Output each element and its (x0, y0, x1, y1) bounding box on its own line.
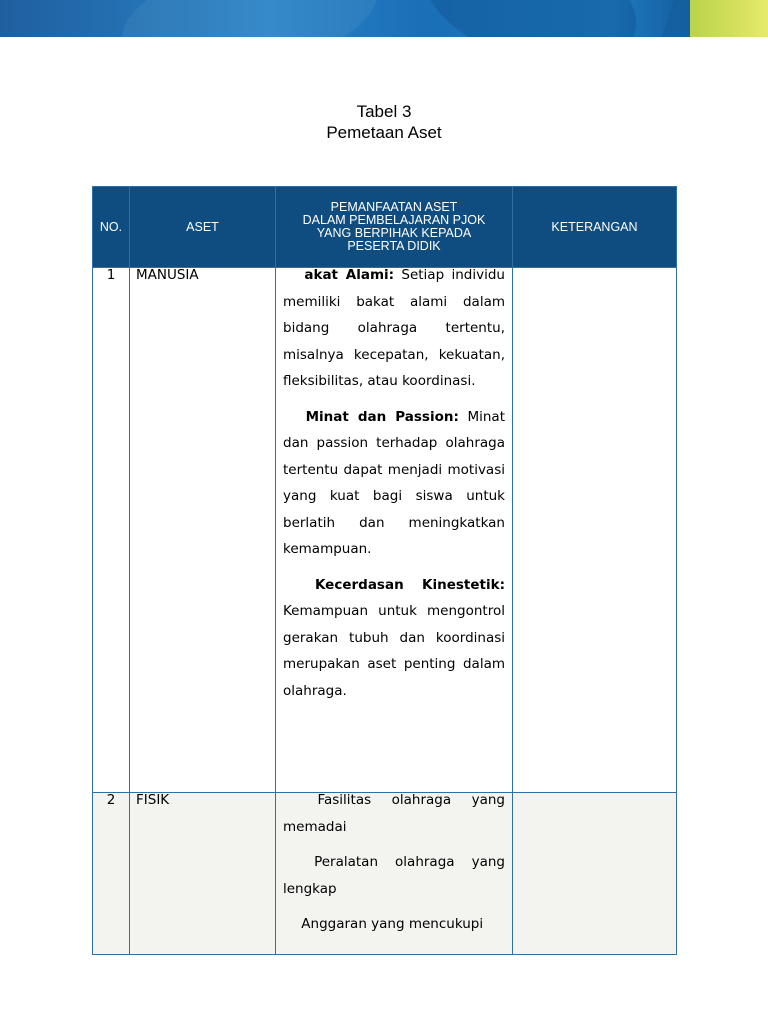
row-utilization (276, 793, 513, 955)
table-row (93, 793, 677, 955)
list-item (283, 911, 505, 938)
row-keterangan (513, 793, 677, 955)
table-caption-title: Pemetaan Aset (326, 123, 442, 142)
table-caption-number: Tabel 3 (356, 102, 412, 121)
banner-decoration (111, 0, 388, 37)
item-text: Kemampuan untuk mengontrol gerakan tubuh dan koordinasi merupakan aset penting dalam olahraga. (283, 603, 505, 699)
list-item (283, 404, 505, 563)
item-heading: akat Alami: (304, 267, 395, 283)
header-pemanfaatan (276, 187, 513, 268)
header-pemanfaatan-line: PESERTA DIDIK (347, 239, 441, 253)
header-banner (0, 0, 768, 37)
header-pemanfaatan-line: YANG BERPIHAK KEPADA (316, 226, 472, 240)
header-pemanfaatan-line: DALAM PEMBELAJARAN PJOK (302, 213, 486, 227)
row-number (93, 268, 130, 793)
item-heading: Kecerdasan Kinestetik: (314, 576, 505, 593)
row-asset-text: FISIK (136, 792, 170, 808)
row-asset-text: MANUSIA (136, 267, 199, 283)
table-row (93, 268, 677, 793)
row-utilization (276, 268, 513, 793)
list-item (283, 262, 505, 395)
row-asset (130, 793, 276, 955)
row-asset (130, 268, 276, 793)
item-text: Setiap individu memiliki bakat alami dalam bidang olahraga tertentu, misalnya kecepatan, kekuatan, fleksibilitas, atau koordinasi. (283, 267, 505, 389)
header-keterangan: KETERANGAN (513, 187, 677, 268)
item-text: Minat dan passion terhadap olahraga tertentu dapat menjadi motivasi yang kuat bagi siswa untuk berlatih dan meningkatkan kemampuan. (283, 408, 505, 557)
header-pemanfaatan-line: PEMANFAATAN ASET (330, 200, 458, 214)
header-no: NO. (93, 187, 130, 268)
asset-mapping-table (92, 186, 677, 955)
row-number-text: 1 (106, 267, 116, 283)
item-heading: Minat dan Passion: (305, 408, 459, 425)
row-number (93, 793, 130, 955)
item-text: Peralatan olahraga yang lengkap (283, 854, 505, 897)
banner-accent (690, 0, 768, 37)
banner-decoration (407, 0, 653, 37)
row-keterangan (513, 268, 677, 793)
item-text: Fasilitas olahraga yang memadai (283, 792, 505, 835)
table-header-row (93, 187, 677, 268)
list-item (283, 572, 505, 705)
list-item (283, 849, 505, 902)
header-aset: ASET (130, 187, 276, 268)
list-item (283, 787, 505, 840)
row-number-text: 2 (106, 792, 116, 808)
item-text: Anggaran yang mencukupi (301, 916, 484, 932)
